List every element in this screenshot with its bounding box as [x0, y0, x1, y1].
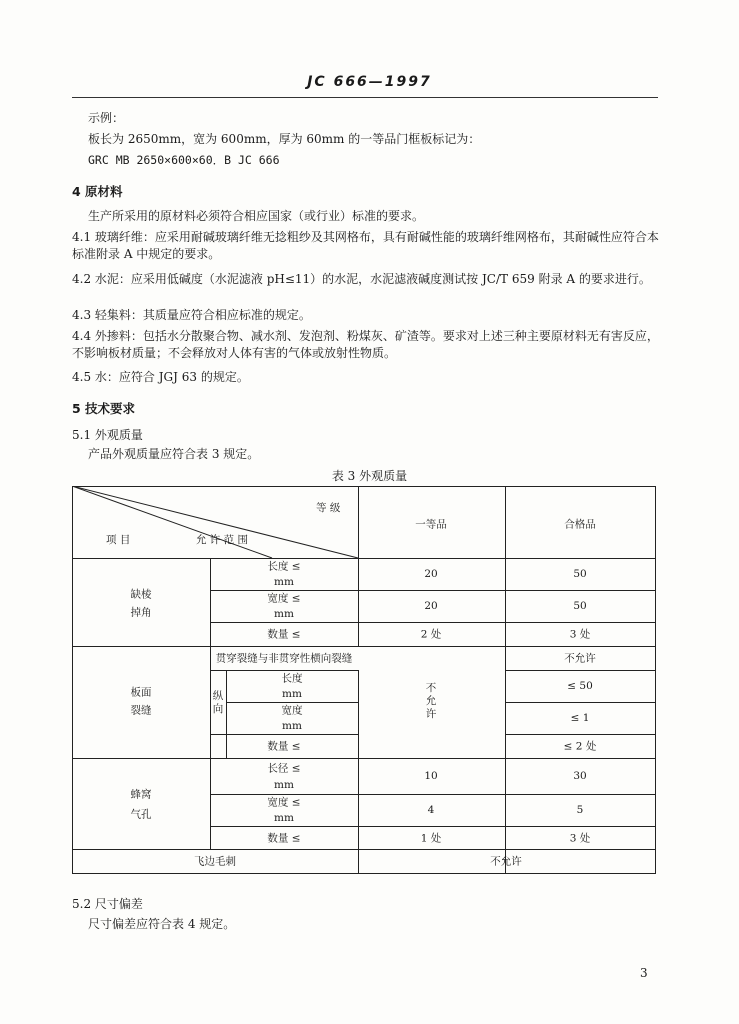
appearance-quality-table	[72, 486, 656, 874]
me-qual-width: 50	[573, 600, 587, 612]
section-5-2-text: 尺寸偏差应符合表 4 规定。	[88, 917, 236, 931]
me-width-label: 宽度 ≤	[267, 592, 301, 605]
head-item: 项 目	[106, 534, 131, 546]
pore-width-unit: mm	[274, 812, 294, 824]
section-4-heading: 4 原材料	[72, 184, 123, 199]
pore-first-length: 10	[424, 770, 438, 782]
pore-qual-count: 3 处	[569, 832, 591, 845]
crack-qual-length: ≤ 50	[567, 680, 593, 692]
crack-label-2: 裂缝	[130, 704, 152, 717]
crack-label-1: 板面	[130, 686, 152, 699]
me-qual-length: 50	[573, 568, 587, 580]
missing-edge-label-1: 缺棱	[130, 588, 152, 601]
pore-qual-length: 30	[573, 770, 587, 782]
crack-longitudinal: 纵向	[212, 690, 224, 715]
pore-qual-width: 5	[576, 804, 584, 816]
section-4-intro: 生产所采用的原材料必须符合相应国家（或行业）标准的要求。	[88, 209, 425, 223]
me-length-label: 长度 ≤	[267, 560, 301, 573]
pore-label-2: 气孔	[130, 808, 152, 821]
burr-label: 飞边毛刺	[194, 855, 236, 868]
pore-width-label: 宽度 ≤	[267, 796, 301, 809]
page-number: 3	[640, 966, 648, 980]
header-code: JC 666—1997	[307, 74, 432, 90]
section-5-heading: 5 技术要求	[72, 401, 136, 416]
me-first-count: 2 处	[420, 628, 442, 641]
section-5-1-heading: 5.1 外观质量	[72, 428, 143, 442]
crack-length-unit: mm	[282, 688, 302, 700]
me-first-length: 20	[424, 568, 438, 580]
me-count-label: 数量 ≤	[267, 628, 301, 641]
section-4-1: 4.1 玻璃纤维：应采用耐碱玻璃纤维无捻粗纱及其网格布，具有耐碱性能的玻璃纤维网格布，其耐碱性应符合本标准附录 A 中规定的要求。	[72, 230, 659, 261]
pore-count-label: 数量 ≤	[267, 832, 301, 845]
section-4-3: 4.3 轻集料：其质量应符合相应标准的规定。	[72, 308, 311, 322]
pore-first-count: 1 处	[420, 832, 442, 845]
head-first-class: 一等品	[415, 518, 447, 531]
me-first-width: 20	[424, 600, 438, 612]
example-label: 示例：	[88, 111, 125, 125]
missing-edge-label-2: 掉角	[130, 606, 152, 619]
head-qualified: 合格品	[564, 518, 596, 531]
me-width-unit: mm	[274, 608, 294, 620]
burr-value: 不允许	[490, 855, 522, 868]
me-length-unit: mm	[274, 576, 294, 588]
section-4-4: 4.4 外掺料：包括水分散聚合物、减水剂、发泡剂、粉煤灰、矿渣等。要求对上述三种主要原材料无有害反应，不影响板材质量；不会释放对人体有害的气体或放射性物质。	[72, 329, 659, 360]
section-4-2: 4.2 水泥：应采用低碱度（水泥滤液 pH≤11）的水泥，水泥滤液碱度测试按 JC/T 659 附录 A 的要求进行。	[72, 272, 651, 286]
pore-length-unit: mm	[274, 779, 294, 791]
pore-label-1: 蜂窝	[130, 788, 152, 801]
example-desc: 板长为 2650mm，宽为 600mm，厚为 60mm 的一等品门框板标记为：	[88, 132, 481, 146]
head-grade: 等 级	[316, 502, 341, 514]
crack-qual-width: ≤ 1	[570, 712, 590, 724]
section-5-2-heading: 5.2 尺寸偏差	[72, 897, 143, 911]
table-caption: 表 3 外观质量	[331, 469, 408, 483]
crack-qual-count: ≤ 2 处	[563, 740, 597, 753]
crack-width-unit: mm	[282, 720, 302, 732]
crack-through-label: 贯穿裂缝与非贯穿性横向裂缝	[215, 652, 353, 665]
pore-length-label: 长径 ≤	[267, 762, 301, 775]
crack-width-label: 宽度	[281, 704, 303, 717]
header-rule	[72, 97, 658, 98]
crack-first-not-allowed: 不允许	[425, 682, 437, 720]
section-4-5: 4.5 水：应符合 JGJ 63 的规定。	[72, 370, 249, 384]
head-range: 允 许 范 围	[196, 534, 249, 546]
me-qual-count: 3 处	[569, 628, 591, 641]
crack-through-value: 不允许	[564, 652, 596, 665]
crack-count-label: 数量 ≤	[267, 740, 301, 753]
pore-first-width: 4	[427, 804, 435, 816]
section-5-1-text: 产品外观质量应符合表 3 规定。	[88, 447, 260, 461]
example-code: GRC MB 2650×600×60．B JC 666	[88, 153, 280, 167]
crack-length-label: 长度	[281, 672, 303, 685]
